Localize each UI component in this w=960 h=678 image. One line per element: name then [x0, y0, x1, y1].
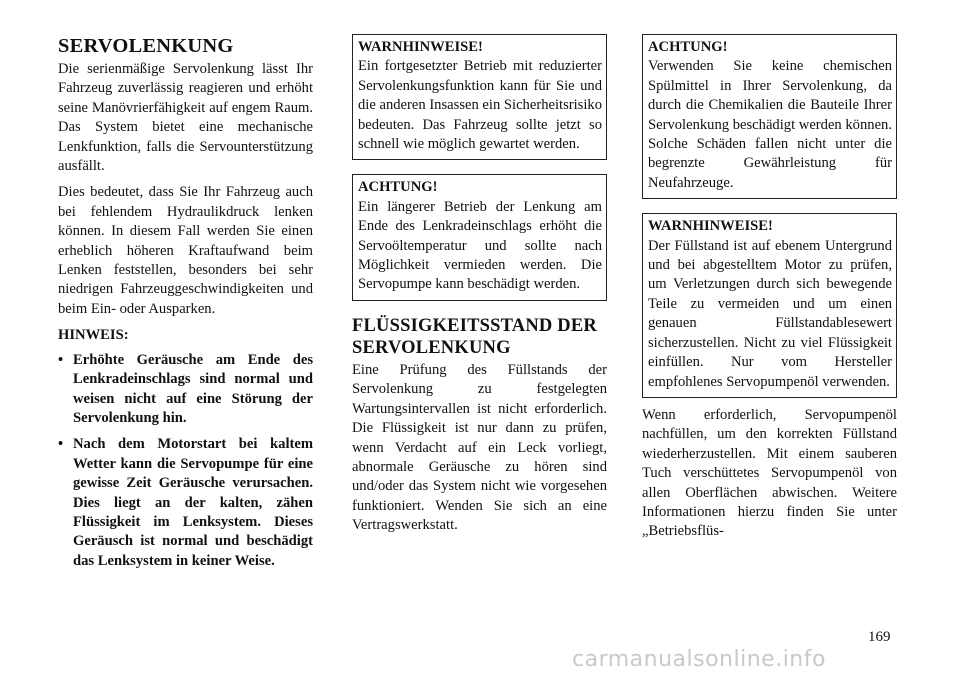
caution-title: ACHTUNG!	[648, 39, 728, 55]
watermark: carmanualsonline.info	[572, 647, 826, 672]
caution-box	[352, 174, 607, 300]
warning-box	[352, 34, 607, 160]
note-item	[58, 351, 313, 429]
warning-box	[642, 213, 897, 398]
warning-text: Ein fortgesetzter Betrieb mit reduzierter Servolenkungsfunktion kann für Sie und die anderen Insassen ein Sicherheitsrisiko bedeuten. Das Fahrzeug sollte jetzt so schnell wie möglich gewartet werden.	[358, 58, 602, 153]
warning-text: Der Füllstand ist auf ebenem Untergrund und bei abgestelltem Motor zu prüfen, um Verletzungen durch sich bewegende Teile zu vermeiden und um einen genauen Füllstandablesewert sicherzustellen. Nicht zu viel Flüssigkeit einfüllen. Nur vom Hersteller empfohlenes Servopumpenöl verwenden.	[648, 237, 892, 390]
paragraph-intro: Die serienmäßige Servolenkung lässt Ihr Fahrzeug zuverlässig reagieren und erhöht seine Manövrierfähigkeit auf engem Raum. Das System bietet eine mechanische Lenkfunktion, falls die Servounterstützung ausfällt.	[58, 61, 313, 175]
caution-text: Verwenden Sie keine chemischen Spülmittel in Ihrer Servolenkung, da durch die Chemikalien die Bauteile Ihrer Servolenkung beschädigt werden können. Solche Schäden fallen nicht unter die begrenzte Gewährleistung für Neufahrzeuge.	[648, 58, 892, 191]
caution-text: Ein längerer Betrieb der Lenkung am Ende des Lenkradeinschlags erhöht die Servoöltemperatur und sollte nach Möglichkeit vermieden werden. Die Servopumpe kann beschädigt werden.	[358, 198, 602, 293]
note-item-text: Erhöhte Geräusche am Ende des Lenkradeinschlags sind normal und weisen nicht auf eine Störung der Servolenkung hin.	[73, 351, 313, 426]
section-heading-servolenkung: SERVOLENKUNG	[58, 35, 234, 57]
column-middle	[352, 34, 607, 543]
note-title: HINWEIS:	[58, 327, 129, 344]
bullet-icon: •	[58, 436, 64, 453]
column-right	[642, 34, 897, 549]
column-left	[58, 34, 313, 578]
warning-title: WARNHINWEISE!	[648, 218, 773, 235]
section-heading-fluessigkeitsstand: FLÜSSIGKEITSSTAND DER SERVOLENKUNG	[352, 315, 597, 358]
paragraph-fluid-check: Eine Prüfung des Füllstands der Servolenkung zu festgelegten Wartungsintervallen ist nicht erforderlich. Die Flüssigkeit ist nur dann zu prüfen, wenn Verdacht auf ein Leck vorliegt, abnormale Geräusche zu hören sind und/oder das System nicht wie vorgesehen funktioniert. Wenden Sie sich an eine Vertragswerkstatt.	[352, 361, 607, 534]
note-list	[58, 351, 313, 571]
caution-title: ACHTUNG!	[358, 179, 438, 196]
paragraph-refill: Wenn erforderlich, Servopumpenöl nachfüllen, um den korrekten Füllstand wiederherzustellen. Mit einem sauberen Tuch verschüttetes Servopumpenöl von allen Oberflächen abwischen. Weitere Informationen hierzu finden Sie unter „Betriebsflüs-	[642, 406, 897, 540]
note-item-text: Nach dem Motorstart bei kaltem Wetter kann die Servopumpe für eine gewisse Zeit Geräusche verursachen. Dies liegt an der kalten, zähen Flüssigkeit im Lenksystem. Dieses Geräusch ist normal und beschädigt das Lenksystem in keiner Weise.	[73, 436, 313, 569]
paragraph-hydraulic: Dies bedeutet, dass Sie Ihr Fahrzeug auch bei fehlendem Hydraulikdruck lenken können. In diesem Fall werden Sie einen erheblich höheren Kraftaufwand beim Lenken feststellen, besonders bei sehr niedrigen Fahrzeuggeschwindigkeiten und beim Ein- oder Ausparken.	[58, 184, 313, 317]
note-item	[58, 435, 313, 571]
page-number: 169	[868, 629, 891, 645]
bullet-icon: •	[58, 351, 64, 368]
caution-box	[642, 34, 897, 199]
warning-title: WARNHINWEISE!	[358, 39, 483, 55]
